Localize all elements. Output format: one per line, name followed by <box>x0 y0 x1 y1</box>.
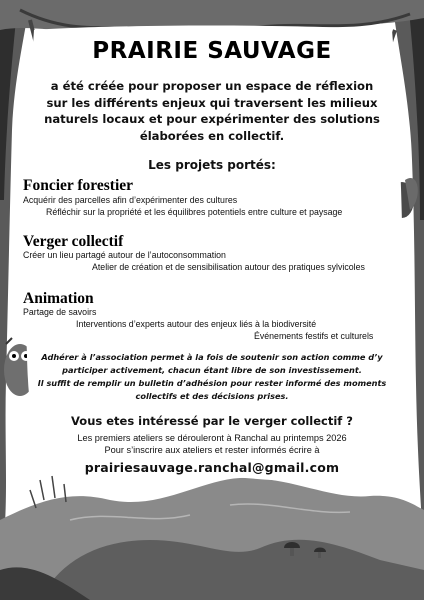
projects-heading: Les projets portés: <box>148 158 276 172</box>
intro-text <box>0 78 424 144</box>
section-title-foncier: Foncier forestier <box>23 177 134 194</box>
intro-line: a été créée pour proposer un espace de réflexion <box>50 79 374 93</box>
section-title-animation: Animation <box>23 290 94 307</box>
note-line: collectifs et des décisions prises. <box>135 391 289 401</box>
intro-line: naturels locaux et pour expérimenter des solutions <box>44 112 380 126</box>
intro-line: élaborées en collectif. <box>139 128 285 143</box>
section-line: Acquérir des parcelles afin d’expérimenter des cultures <box>23 195 238 205</box>
verger-question: Vous etes intéressé par le verger collectif ? <box>71 414 353 428</box>
workshop-info <box>0 432 424 456</box>
info-line: Pour s’inscrire aux ateliers et rester informés écrire à <box>104 445 320 455</box>
info-line: Les premiers ateliers se dérouleront à Ranchal au printemps 2026 <box>77 433 347 443</box>
section-line: Partage de savoirs <box>23 307 97 317</box>
section-line: Créer un lieu partagé autour de l’autoconsommation <box>23 250 226 260</box>
section-line: Réfléchir sur la propriété et les équilibres potentiels entre culture et paysage <box>46 207 343 217</box>
note-line: Il suffit de remplir un bulletin d’adhésion pour rester informé des moments <box>37 378 387 388</box>
section-title-verger: Verger collectif <box>23 233 124 250</box>
contact-email[interactable]: prairiesauvage.ranchal@gmail.com <box>84 460 340 475</box>
note-line: Adhérer à l’association permet à la fois de soutenir son action comme d’y <box>41 352 383 362</box>
section-line: Interventions d’experts autour des enjeux liés à la biodiversité <box>76 319 317 329</box>
intro-line: sur les différents enjeux qui traversent les milieux <box>46 95 378 110</box>
section-line: Atelier de création et de sensibilisation autour des pratiques sylvicoles <box>92 262 365 272</box>
page-title: PRAIRIE SAUVAGE <box>92 38 332 64</box>
membership-note <box>0 351 424 403</box>
hills-landscape <box>0 478 424 600</box>
section-line: Événements festifs et culturels <box>254 331 374 341</box>
note-line: participer activement, chacun étant libre de son investissement. <box>62 365 362 375</box>
